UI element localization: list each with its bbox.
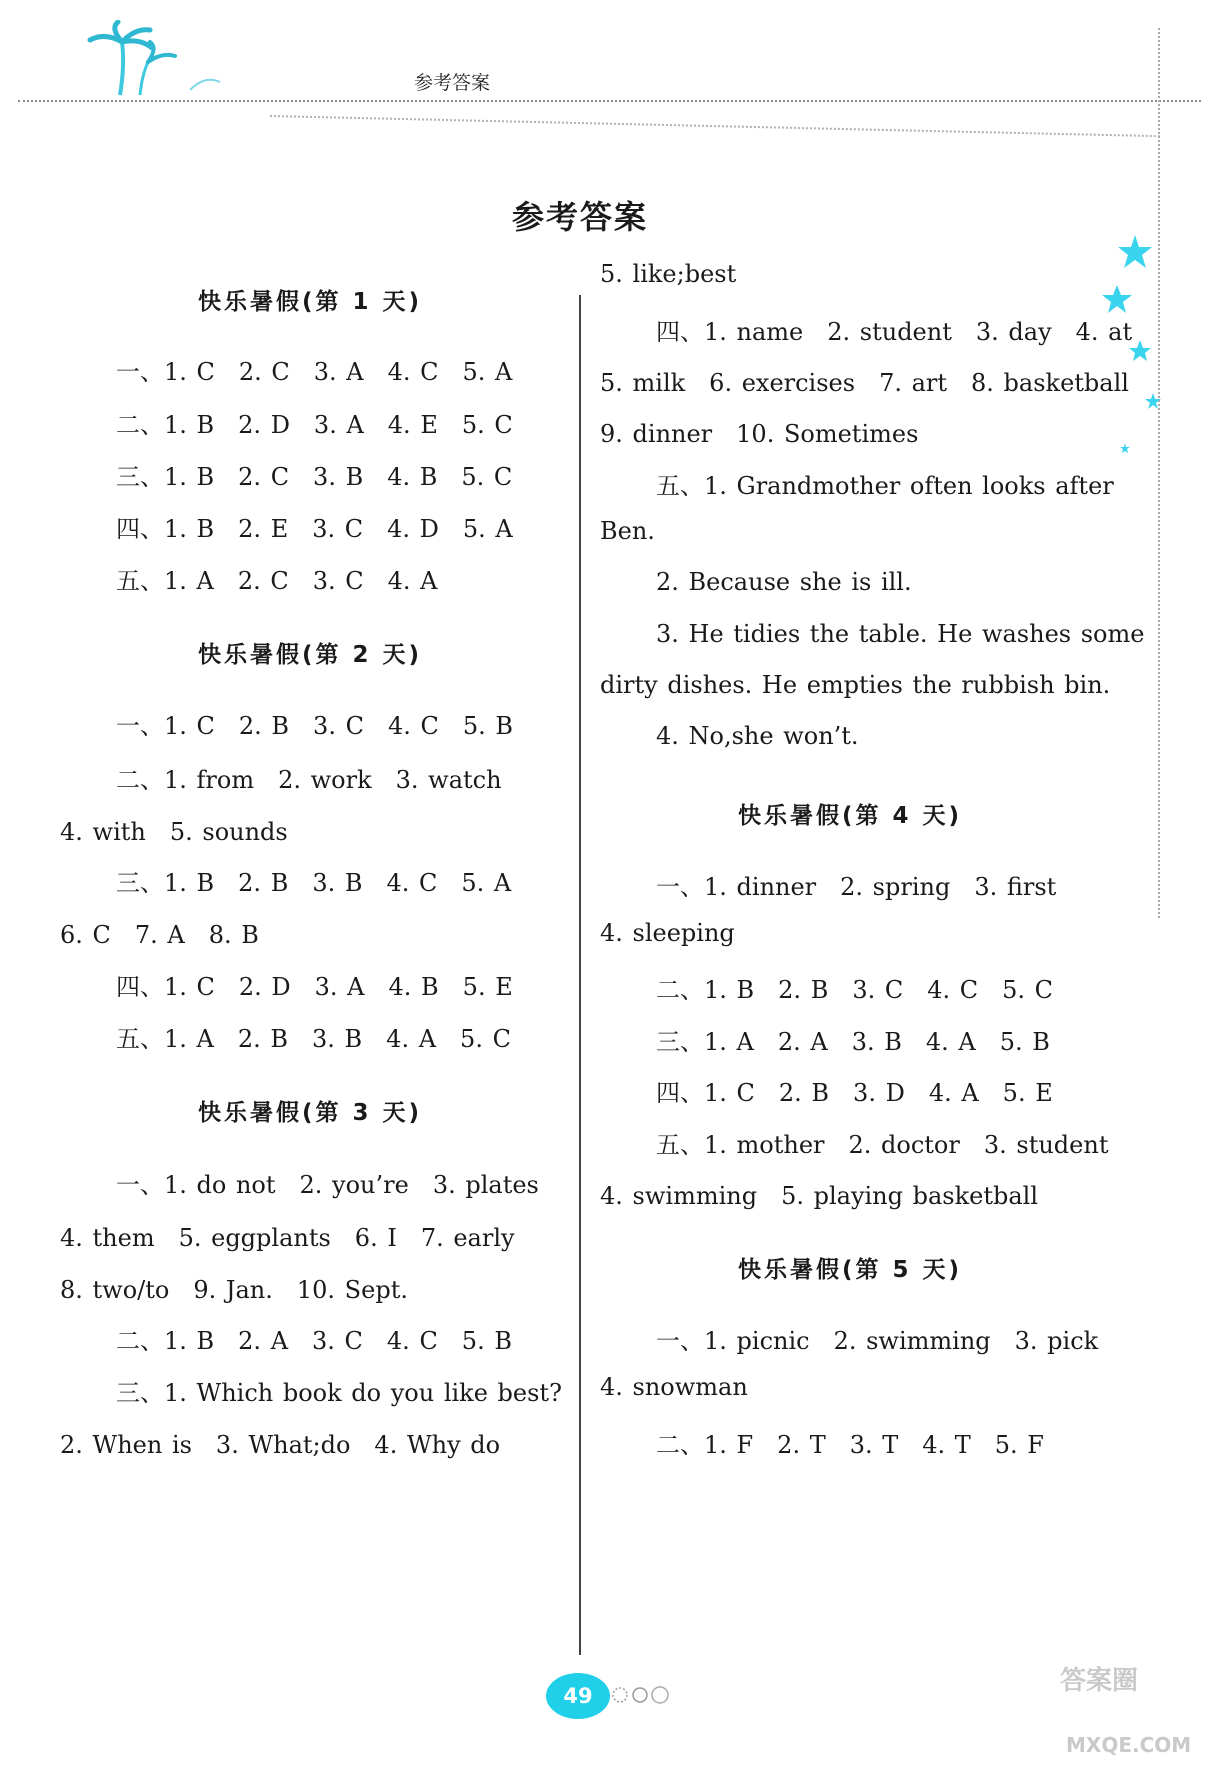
answer-line: 8. two/to 9. Jan. 10. Sept. bbox=[60, 1276, 408, 1304]
header-divider bbox=[18, 100, 1201, 102]
answer-line: 5. like;best bbox=[600, 260, 737, 288]
section-heading: 快乐暑假(第 5 天) bbox=[737, 1257, 963, 1283]
answer-line: 二、1. F 2. T 3. T 4. T 5. F bbox=[656, 1431, 1044, 1459]
header-divider-secondary bbox=[270, 115, 1160, 137]
watermark-logo: 答案圈 bbox=[1060, 1666, 1139, 1696]
answer-line: Ben. bbox=[600, 517, 655, 545]
section-heading: 快乐暑假(第 2 天) bbox=[197, 642, 423, 668]
answer-line: 一、1. do not 2. you’re 3. plates bbox=[116, 1171, 539, 1199]
answer-line: 一、1. picnic 2. swimming 3. pick bbox=[656, 1327, 1099, 1355]
answer-line: 二、1. B 2. B 3. C 4. C 5. C bbox=[656, 976, 1053, 1004]
column-divider bbox=[579, 295, 581, 1655]
answer-line: 4. swimming 5. playing basketball bbox=[600, 1182, 1039, 1210]
answer-line: 4. snowman bbox=[600, 1373, 748, 1401]
answer-line: 一、1. dinner 2. spring 3. first bbox=[656, 873, 1057, 901]
answer-line: 二、1. from 2. work 3. watch bbox=[116, 766, 502, 794]
answer-line: 4. with 5. sounds bbox=[60, 818, 288, 846]
answer-line: 2. When is 3. What;do 4. Why do bbox=[60, 1431, 501, 1459]
page-number: 49 bbox=[546, 1673, 610, 1719]
answer-line: 2. Because she is ill. bbox=[656, 568, 912, 596]
answer-line: 4. them 5. eggplants 6. I 7. early bbox=[60, 1224, 515, 1252]
answer-line: 5. milk 6. exercises 7. art 8. basketball bbox=[600, 369, 1129, 397]
answer-line: 四、1. C 2. D 3. A 4. B 5. E bbox=[116, 973, 513, 1001]
section-heading: 快乐暑假(第 3 天) bbox=[197, 1100, 423, 1126]
answer-line: 6. C 7. A 8. B bbox=[60, 921, 259, 949]
palm-tree-logo bbox=[70, 20, 270, 100]
answer-line: 4. No,she won’t. bbox=[656, 722, 859, 750]
answer-line: 9. dinner 10. Sometimes bbox=[600, 420, 919, 448]
answer-line: 五、1. mother 2. doctor 3. student bbox=[656, 1131, 1109, 1159]
watermark-url: MXQE.COM bbox=[1066, 1733, 1192, 1757]
answer-line: 二、1. B 2. A 3. C 4. C 5. B bbox=[116, 1327, 512, 1355]
answer-line: 三、1. B 2. B 3. B 4. C 5. A bbox=[116, 869, 512, 897]
page-title: 参考答案 bbox=[511, 198, 648, 236]
answer-line: dirty dishes. He empties the rubbish bin. bbox=[600, 671, 1111, 699]
answer-line: 五、1. A 2. B 3. B 4. A 5. C bbox=[116, 1025, 511, 1053]
answer-line: 三、1. B 2. C 3. B 4. B 5. C bbox=[116, 463, 513, 491]
page-number-decoration-icon bbox=[608, 1680, 678, 1710]
answer-line: 3. He tidies the table. He washes some bbox=[656, 620, 1145, 648]
answer-line: 五、1. Grandmother often looks after bbox=[656, 472, 1114, 500]
header-title: 参考答案 bbox=[414, 72, 491, 94]
answer-line: 4. sleeping bbox=[600, 919, 735, 947]
section-heading: 快乐暑假(第 4 天) bbox=[737, 803, 963, 829]
answer-line: 三、1. Which book do you like best? bbox=[116, 1379, 562, 1407]
answer-line: 三、1. A 2. A 3. B 4. A 5. B bbox=[656, 1028, 1050, 1056]
answer-line: 二、1. B 2. D 3. A 4. E 5. C bbox=[116, 411, 513, 439]
answer-line: 四、1. B 2. E 3. C 4. D 5. A bbox=[116, 515, 513, 543]
answer-line: 四、1. name 2. student 3. day 4. at bbox=[656, 318, 1133, 346]
answer-line: 一、1. C 2. C 3. A 4. C 5. A bbox=[116, 358, 513, 386]
answer-line: 五、1. A 2. C 3. C 4. A bbox=[116, 567, 438, 595]
section-heading: 快乐暑假(第 1 天) bbox=[197, 289, 423, 315]
answer-line: 四、1. C 2. B 3. D 4. A 5. E bbox=[656, 1079, 1053, 1107]
answer-line: 一、1. C 2. B 3. C 4. C 5. B bbox=[116, 712, 513, 740]
star-decoration-icon bbox=[1095, 225, 1175, 485]
